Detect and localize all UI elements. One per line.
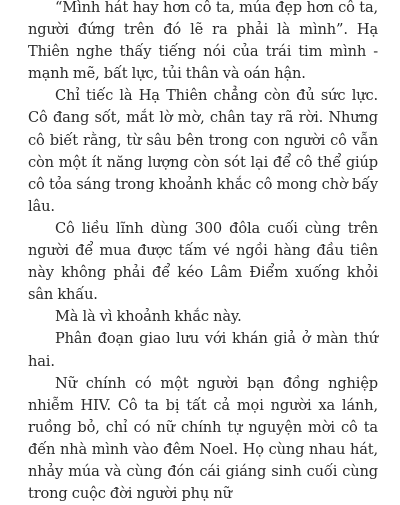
paragraph-4: Mà là vì khoảnh khắc này. [55, 308, 242, 326]
paragraph-6: Nữ chính có một người bạn đồng nghiệp nhiễm HIV. Cô ta bị tất cả mọi người xa lánh, ruồng bỏ, chỉ có nữ chính tự nguyện mời cô ta đến nhà mình vào đêm Noel. Họ cùng nhau hát, nhảy múa và cùng đón cái giáng sinh cuối cùng trong cuộc đời người phụ nữ [28, 374, 378, 503]
paragraph-1: “Mình hát hay hơn cô ta, múa đẹp hơn cô ta, người đứng trên đó lẽ ra phải là mình”. Hạ Thiên nghe thấy tiếng nói của trái tim mình - mạnh mẽ, bất lực, tủi thân và oán hận. [28, 0, 378, 83]
paragraph-3: Cô liều lĩnh dùng 300 đôla cuối cùng trên người để mua được tấm vé ngồi hàng đầu tiên này không phải để kéo Lâm Điểm xuống khỏi sân khấu. [28, 219, 378, 304]
paragraph-5: Phân đoạn giao lưu với khán giả ở màn thứ hai. [28, 330, 378, 370]
page-body-text [28, 0, 378, 505]
paragraph-2: Chỉ tiếc là Hạ Thiên chẳng còn đủ sức lực. Cô đang sốt, mắt lờ mờ, chân tay rã rời. Nhưng cô biết rằng, từ sâu bên trong con người cô vẫn còn một ít năng lượng còn sót lại để cô thể giúp cô tỏa sáng trong khoảnh khắc cô mong chờ bấy lâu. [28, 87, 378, 215]
